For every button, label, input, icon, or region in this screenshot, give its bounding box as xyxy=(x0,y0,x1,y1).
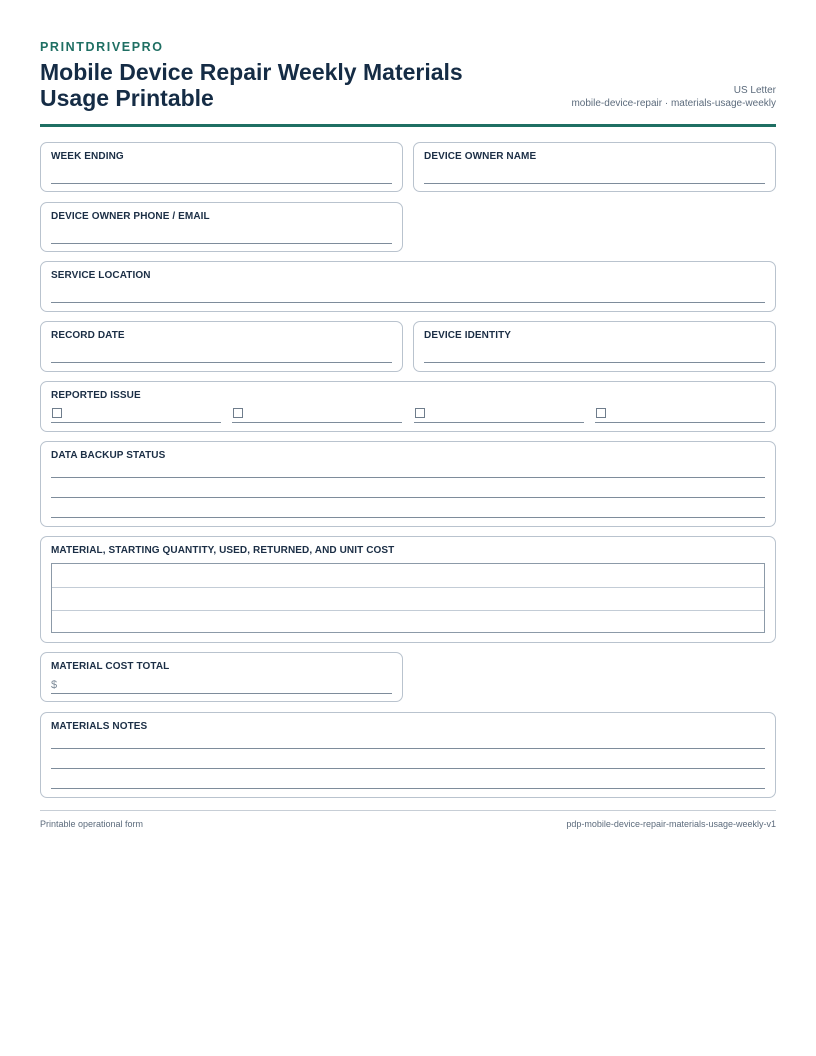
reported-issue-label: REPORTED ISSUE xyxy=(51,390,141,401)
materials-table-label: MATERIAL, STARTING QUANTITY, USED, RETURNED, AND UNIT COST xyxy=(51,545,395,556)
device-owner-contact-card xyxy=(40,202,403,252)
materials-notes-card xyxy=(40,712,776,798)
material-cost-total-field[interactable] xyxy=(51,693,392,694)
device-owner-name-field[interactable] xyxy=(424,183,765,184)
materials-notes-label: MATERIALS NOTES xyxy=(51,721,148,732)
footer-form-id: pdp-mobile-device-repair-materials-usage-weekly-v1 xyxy=(566,819,776,829)
week-ending-field[interactable] xyxy=(51,183,392,184)
reported-issue-checkbox-3[interactable] xyxy=(415,408,425,418)
reported-issue-line-3[interactable] xyxy=(414,422,584,423)
device-owner-contact-field[interactable] xyxy=(51,243,392,244)
reported-issue-line-2[interactable] xyxy=(232,422,402,423)
materials-table-row-divider-2 xyxy=(52,610,764,611)
materials-table-card xyxy=(40,536,776,643)
data-backup-status-line-3[interactable] xyxy=(51,517,765,518)
materials-table[interactable] xyxy=(51,563,765,633)
footer-form-type: Printable operational form xyxy=(40,819,144,829)
record-date-label: RECORD DATE xyxy=(51,330,125,341)
device-identity-label: DEVICE IDENTITY xyxy=(424,330,512,341)
reported-issue-checkbox-2[interactable] xyxy=(233,408,243,418)
header-meta xyxy=(571,84,776,110)
form-page xyxy=(40,40,776,829)
reported-issue-line-1[interactable] xyxy=(51,422,221,423)
materials-table-row-divider-1 xyxy=(52,587,764,588)
page-title: Mobile Device Repair Weekly Materials Usage Printable xyxy=(40,59,463,111)
device-identity-field[interactable] xyxy=(424,362,765,363)
device-owner-name-card xyxy=(413,142,776,192)
service-location-card xyxy=(40,261,776,312)
record-date-card xyxy=(40,321,403,372)
reported-issue-checkbox-1[interactable] xyxy=(52,408,62,418)
materials-notes-line-3[interactable] xyxy=(51,788,765,789)
data-backup-status-line-2[interactable] xyxy=(51,497,765,498)
reported-issue-line-4[interactable] xyxy=(595,422,765,423)
device-owner-name-label: DEVICE OWNER NAME xyxy=(424,151,537,162)
materials-notes-line-2[interactable] xyxy=(51,768,765,769)
brand-logo-text: PRINTDRIVEPRO xyxy=(40,40,164,54)
service-location-field[interactable] xyxy=(51,302,765,303)
material-cost-total-card xyxy=(40,652,403,702)
reported-issue-checkbox-4[interactable] xyxy=(596,408,606,418)
material-cost-total-label: MATERIAL COST TOTAL xyxy=(51,661,170,672)
data-backup-status-card xyxy=(40,441,776,527)
data-backup-status-label: DATA BACKUP STATUS xyxy=(51,450,166,461)
form-footer xyxy=(40,810,776,829)
record-date-field[interactable] xyxy=(51,362,392,363)
reported-issue-card xyxy=(40,381,776,432)
materials-notes-line-1[interactable] xyxy=(51,748,765,749)
currency-symbol: $ xyxy=(51,679,58,691)
device-identity-card xyxy=(413,321,776,372)
form-header xyxy=(40,40,776,127)
service-location-label: SERVICE LOCATION xyxy=(51,270,151,281)
paper-size: US Letter xyxy=(733,85,776,96)
device-owner-contact-label: DEVICE OWNER PHONE / EMAIL xyxy=(51,211,210,222)
form-slug: mobile-device-repair · materials-usage-weekly xyxy=(571,98,776,109)
week-ending-label: WEEK ENDING xyxy=(51,151,124,162)
week-ending-card xyxy=(40,142,403,192)
data-backup-status-line-1[interactable] xyxy=(51,477,765,478)
